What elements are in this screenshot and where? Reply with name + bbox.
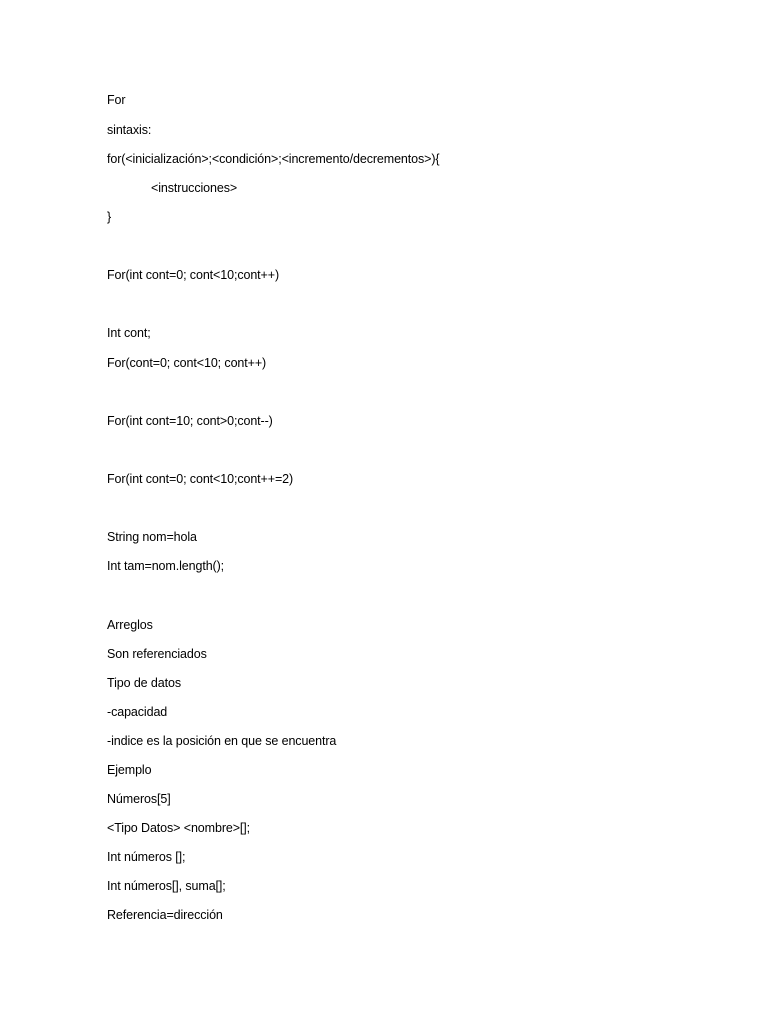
text-line: For(int cont=10; cont>0;cont--): [107, 414, 273, 428]
text-line: Números[5]: [107, 792, 171, 806]
text-line: Int tam=nom.length();: [107, 559, 225, 573]
text-line: For: [107, 93, 126, 107]
text-line: Int números[], suma[];: [107, 879, 226, 893]
text-line: Ejemplo: [107, 763, 152, 777]
text-line: Int números [];: [107, 850, 186, 864]
text-line: sintaxis:: [107, 123, 152, 137]
text-line: Arreglos: [107, 618, 153, 632]
text-line: for(<inicialización>;<condición>;<incremento/decrementos>){: [107, 152, 440, 166]
text-line: -indice es la posición en que se encuentra: [107, 734, 337, 748]
text-line: For(int cont=0; cont<10;cont++=2): [107, 472, 294, 486]
text-line: For(int cont=0; cont<10;cont++): [107, 268, 280, 282]
text-line: Son referenciados: [107, 647, 207, 661]
text-line: <Tipo Datos> <nombre>[];: [107, 821, 251, 835]
text-line: For(cont=0; cont<10; cont++): [107, 356, 267, 370]
text-line: <instrucciones>: [151, 181, 238, 195]
text-line: String nom=hola: [107, 530, 197, 544]
text-line: }: [107, 210, 112, 224]
text-line: Referencia=dirección: [107, 908, 223, 922]
text-line: Int cont;: [107, 326, 151, 340]
text-line: -capacidad: [107, 705, 168, 719]
text-line: Tipo de datos: [107, 676, 181, 690]
